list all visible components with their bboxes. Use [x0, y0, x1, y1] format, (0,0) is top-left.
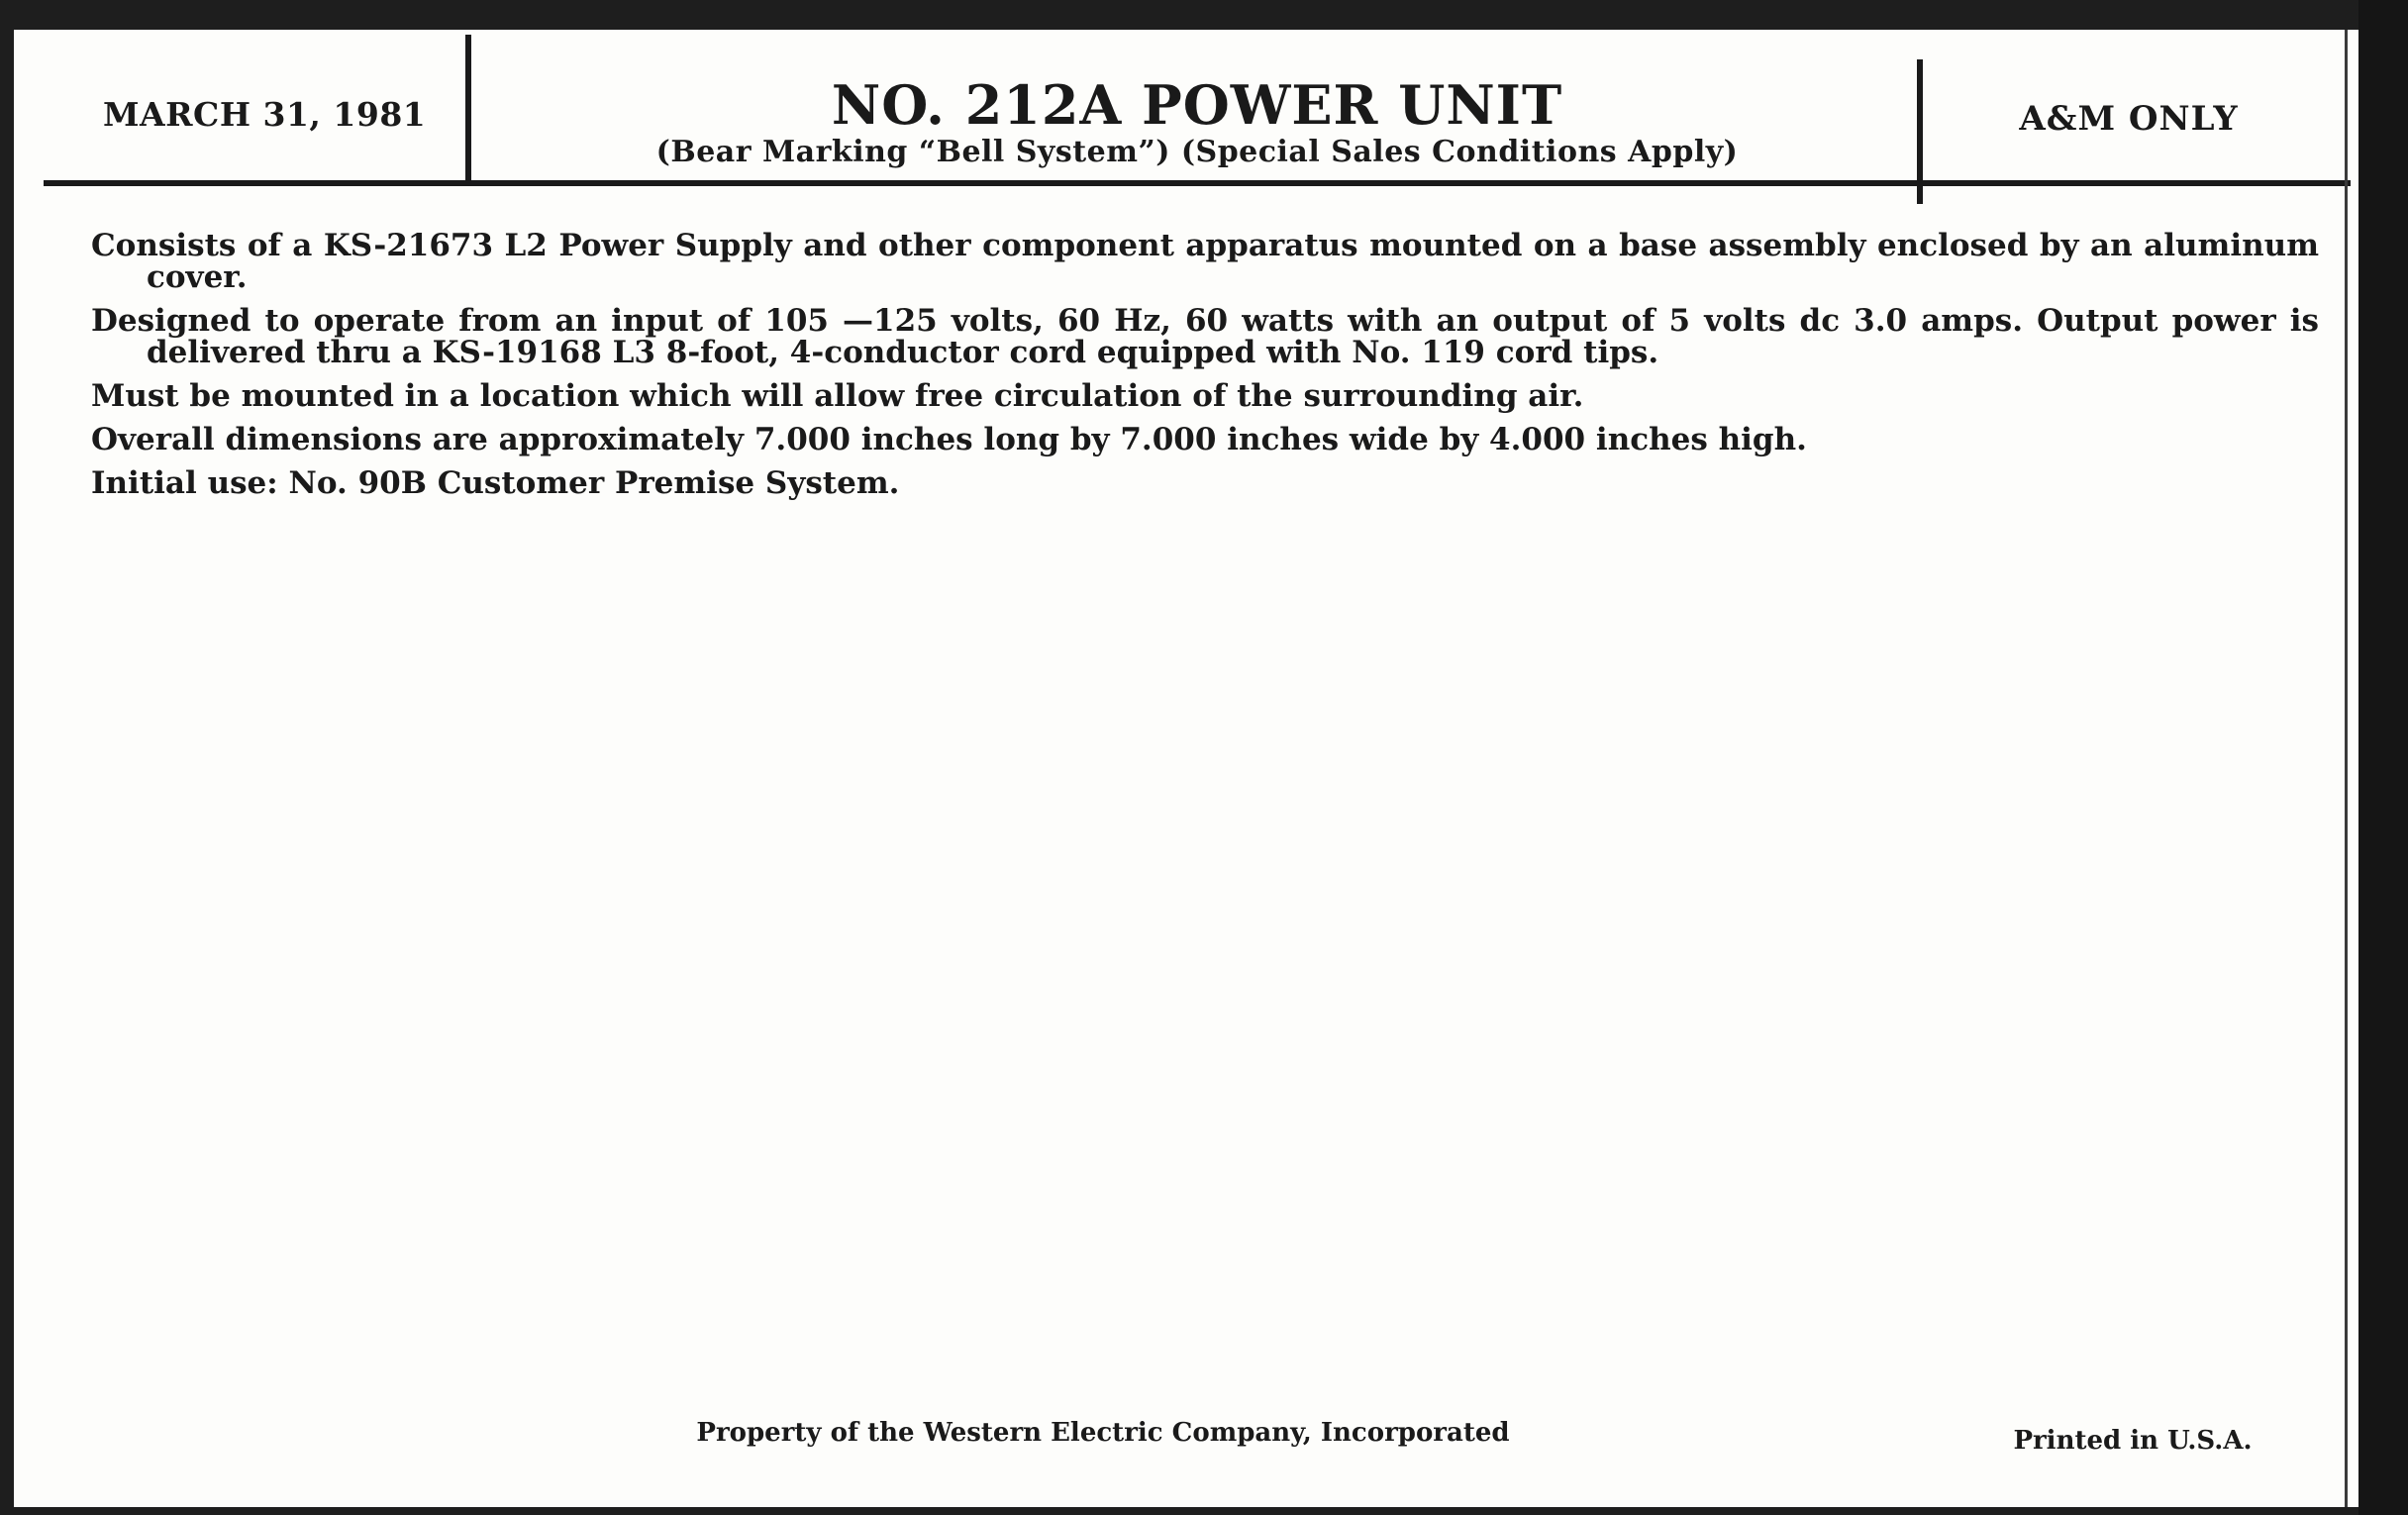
paragraph-mounting: Must be mounted in a location which will allow free circulation of the surrounding air.: [91, 378, 1584, 414]
header-divider-left: [465, 35, 471, 185]
scan-edge-right: [2358, 0, 2408, 1515]
description-body: [91, 230, 2319, 511]
page-title: NO. 212A POWER UNIT: [831, 73, 1563, 137]
card-right-border: [2345, 30, 2348, 1507]
document-card: [14, 30, 2358, 1507]
paragraph-initial-use: Initial use: No. 90B Customer Premise System.: [91, 465, 900, 501]
paragraph-operation: Designed to operate from an input of 105 —125 volts, 60 Hz, 60 watts with an output of 5 volts dc 3.0 amps. Output power is delivered thru a KS-19168 L3 8-foot, 4-conductor cord equipped with No. 119 cord tips.: [91, 303, 2319, 370]
classification-label: A&M ONLY: [2019, 99, 2239, 139]
header-rule: [44, 180, 2351, 186]
property-notice: Property of the Western Electric Company, Incorporated: [696, 1418, 1510, 1448]
printed-notice: Printed in U.S.A.: [2013, 1426, 2253, 1456]
issue-date: MARCH 31, 1981: [103, 95, 427, 134]
page-subtitle: (Bear Marking “Bell System”) (Special Sales Conditions Apply): [655, 135, 1739, 169]
paragraph-dimensions: Overall dimensions are approximately 7.000 inches long by 7.000 inches wide by 4.000 inches high.: [91, 422, 1807, 457]
paragraph-composition: Consists of a KS-21673 L2 Power Supply and other component apparatus mounted on a base assembly enclosed by an aluminum cover.: [91, 228, 2319, 295]
